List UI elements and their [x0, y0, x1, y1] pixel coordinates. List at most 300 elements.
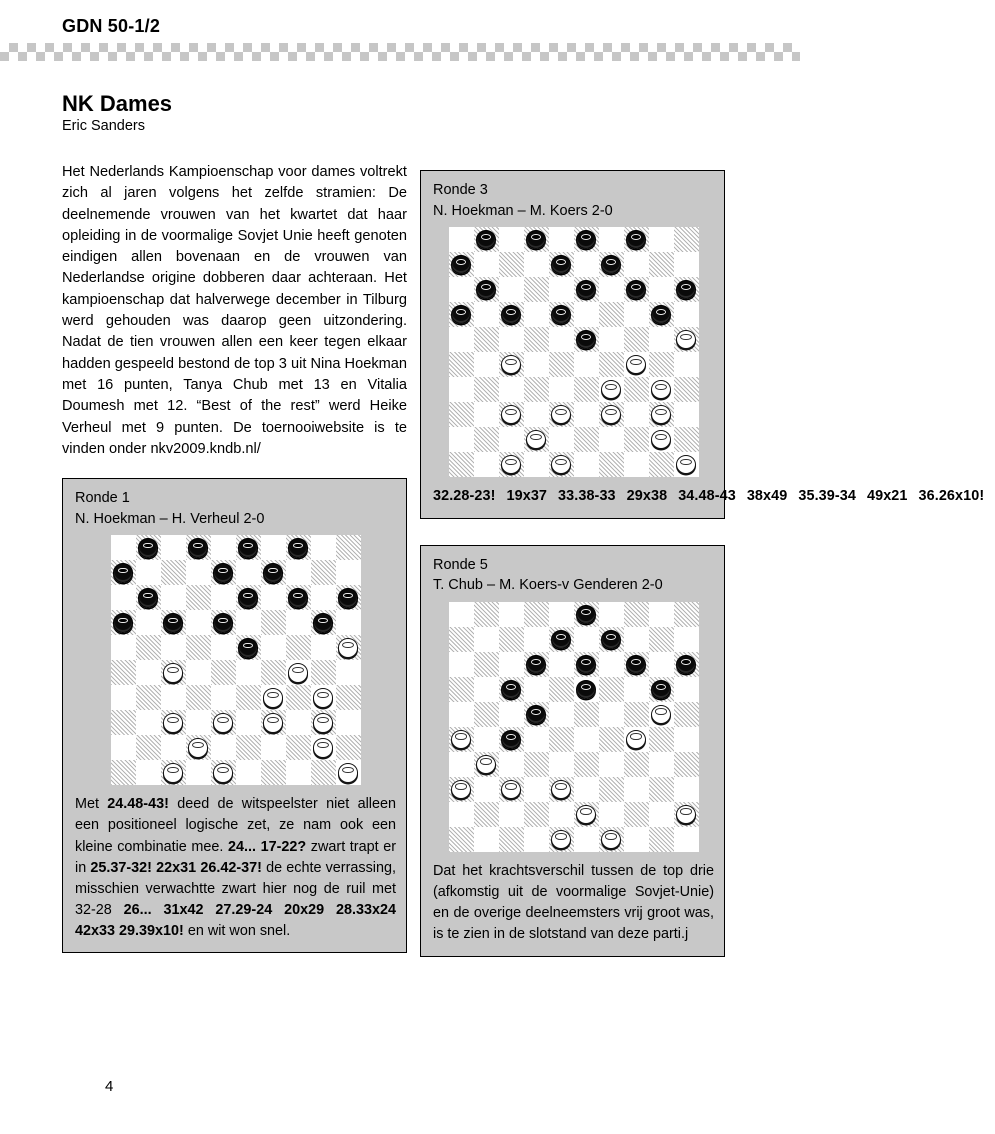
- board-square: [261, 760, 286, 785]
- white-piece: [551, 830, 572, 850]
- move-notation: 49x21: [866, 488, 908, 505]
- board-square: [449, 252, 474, 277]
- board-square: [649, 777, 674, 802]
- board-square: [499, 777, 524, 802]
- board-square: [286, 635, 311, 660]
- white-piece: [213, 763, 234, 783]
- article-header: [62, 92, 462, 136]
- board-square: [474, 627, 499, 652]
- board-square: [474, 702, 499, 727]
- board-square: [136, 685, 161, 710]
- board-square: [549, 727, 574, 752]
- black-piece: [113, 613, 134, 633]
- black-piece: [576, 680, 597, 700]
- board-square: [336, 635, 361, 660]
- white-piece: [626, 355, 647, 375]
- caption-text: en wit won snel.: [183, 923, 291, 940]
- black-piece: [576, 280, 597, 300]
- board-square: [211, 660, 236, 685]
- board-square: [211, 710, 236, 735]
- diagram-caption-ronde-5: [433, 861, 714, 946]
- black-piece: [338, 588, 359, 608]
- board-square: [574, 352, 599, 377]
- board-square: [449, 352, 474, 377]
- board-square: [236, 710, 261, 735]
- move-notation: 35.39-34: [798, 488, 856, 505]
- left-column: [62, 162, 407, 953]
- panel-players-label: N. Hoekman – H. Verheul 2-0: [75, 510, 265, 527]
- board-square: [311, 710, 336, 735]
- board-square: [524, 602, 549, 627]
- board-square: [599, 777, 624, 802]
- board-square: [499, 727, 524, 752]
- diagram-panel-ronde-5: [420, 545, 725, 957]
- white-piece: [288, 663, 309, 683]
- white-piece: [501, 405, 522, 425]
- white-piece: [451, 730, 472, 750]
- board-square: [599, 602, 624, 627]
- white-piece: [601, 405, 622, 425]
- board-square: [649, 752, 674, 777]
- board-square: [449, 827, 474, 852]
- black-piece: [526, 705, 547, 725]
- caption-text: deed de witspeelster niet alleen een positioneel logische zet, ze nam ook een kleine combinatie mee.: [75, 796, 396, 855]
- white-piece: [676, 455, 697, 475]
- board-square: [211, 635, 236, 660]
- board-square: [574, 777, 599, 802]
- board-square: [236, 560, 261, 585]
- board-square: [549, 452, 574, 477]
- board-square: [474, 727, 499, 752]
- board-square: [624, 752, 649, 777]
- board-square: [674, 702, 699, 727]
- board-square: [624, 402, 649, 427]
- board-square: [474, 302, 499, 327]
- board-square: [524, 302, 549, 327]
- move-notation: 24... 17-22?: [228, 838, 307, 855]
- board-square: [549, 352, 574, 377]
- board-square: [111, 560, 136, 585]
- white-piece: [163, 663, 184, 683]
- board-square: [599, 327, 624, 352]
- board-square: [161, 710, 186, 735]
- move-notation: 38x49: [746, 488, 788, 505]
- board-square: [574, 677, 599, 702]
- board-square: [211, 760, 236, 785]
- board-square: [549, 777, 574, 802]
- article-author: Eric Sanders: [62, 118, 146, 135]
- board-square: [111, 660, 136, 685]
- move-notation: 34.48-43: [678, 488, 736, 505]
- black-piece: [626, 230, 647, 250]
- board-square: [336, 610, 361, 635]
- board-square: [336, 585, 361, 610]
- board-square: [599, 827, 624, 852]
- black-piece: [238, 638, 259, 658]
- board-square: [674, 327, 699, 352]
- white-piece: [501, 355, 522, 375]
- board-square: [649, 452, 674, 477]
- white-piece: [601, 830, 622, 850]
- board-square: [624, 277, 649, 302]
- board-square: [261, 685, 286, 710]
- move-notation: 26... 31x42 27.29-24 20x29 28.33x24 42x33 29.39x10!: [75, 902, 396, 940]
- black-piece: [288, 538, 309, 558]
- board-square: [474, 752, 499, 777]
- board-square: [549, 827, 574, 852]
- black-piece: [188, 538, 209, 558]
- board-square: [499, 377, 524, 402]
- board-square: [524, 677, 549, 702]
- board-square: [674, 227, 699, 252]
- board-square: [336, 710, 361, 735]
- board-square: [599, 227, 624, 252]
- board-square: [236, 660, 261, 685]
- black-piece: [601, 630, 622, 650]
- board-square: [549, 402, 574, 427]
- board-square: [261, 735, 286, 760]
- board-square: [674, 652, 699, 677]
- white-piece: [626, 730, 647, 750]
- panel-players-label: N. Hoekman – M. Koers 2-0: [433, 202, 613, 219]
- board-square: [336, 535, 361, 560]
- black-piece: [213, 613, 234, 633]
- board-square: [236, 610, 261, 635]
- board-square: [474, 227, 499, 252]
- board-square: [674, 727, 699, 752]
- board-square: [649, 602, 674, 627]
- board-square: [499, 277, 524, 302]
- board-square: [186, 710, 211, 735]
- board-square: [549, 602, 574, 627]
- board-square: [186, 635, 211, 660]
- board-square: [574, 252, 599, 277]
- board-square: [449, 702, 474, 727]
- board-square: [261, 560, 286, 585]
- board-square: [574, 302, 599, 327]
- white-piece: [651, 430, 672, 450]
- white-piece: [501, 455, 522, 475]
- white-piece: [676, 805, 697, 825]
- board-square: [474, 427, 499, 452]
- board-square: [624, 727, 649, 752]
- board-square: [474, 777, 499, 802]
- board-square: [474, 377, 499, 402]
- board-square: [261, 610, 286, 635]
- move-notation: 36.26x10!: [918, 488, 985, 505]
- board-square: [311, 610, 336, 635]
- board-square: [574, 327, 599, 352]
- black-piece: [576, 655, 597, 675]
- board-square: [499, 752, 524, 777]
- board-square: [261, 660, 286, 685]
- board-square: [336, 660, 361, 685]
- board-square: [574, 802, 599, 827]
- black-piece: [238, 538, 259, 558]
- white-piece: [263, 713, 284, 733]
- board-square: [524, 427, 549, 452]
- move-notation: 24.48-43!: [107, 796, 169, 813]
- board-square: [474, 277, 499, 302]
- board-square: [674, 452, 699, 477]
- board-square: [599, 452, 624, 477]
- board-square: [624, 427, 649, 452]
- board-square: [449, 402, 474, 427]
- board-square: [649, 727, 674, 752]
- board-square: [211, 735, 236, 760]
- black-piece: [576, 605, 597, 625]
- black-piece: [138, 588, 159, 608]
- masthead-title: GDN 50-1/2: [62, 16, 161, 36]
- board-square: [574, 827, 599, 852]
- black-piece: [651, 680, 672, 700]
- board-square: [524, 452, 549, 477]
- board-square: [524, 377, 549, 402]
- board-square: [674, 277, 699, 302]
- board-square: [499, 402, 524, 427]
- board-square: [649, 802, 674, 827]
- board-square: [449, 752, 474, 777]
- board-square: [674, 752, 699, 777]
- board-square: [449, 377, 474, 402]
- board-square: [674, 427, 699, 452]
- board-square: [574, 702, 599, 727]
- draughts-board-ronde-1: [111, 535, 361, 785]
- black-piece: [113, 563, 134, 583]
- move-list-ronde-3: [433, 486, 985, 508]
- right-column: [420, 170, 985, 957]
- caption-text: de echte verrassing, misschien verwachtte zwart hier nog de ruil met 32-28: [75, 859, 396, 919]
- board-square: [649, 827, 674, 852]
- board-square: [599, 652, 624, 677]
- board-square: [524, 402, 549, 427]
- board-square: [624, 352, 649, 377]
- board-square: [549, 302, 574, 327]
- board-square: [136, 710, 161, 735]
- diagram-panel-ronde-3: [420, 170, 985, 519]
- board-square: [236, 635, 261, 660]
- board-square: [161, 685, 186, 710]
- white-piece: [476, 755, 497, 775]
- board-square: [599, 427, 624, 452]
- board-square: [136, 610, 161, 635]
- board-square: [186, 735, 211, 760]
- diagram-caption-ronde-1: [75, 794, 396, 942]
- black-piece: [551, 630, 572, 650]
- board-square: [624, 677, 649, 702]
- board-square: [524, 702, 549, 727]
- board-square: [336, 735, 361, 760]
- white-piece: [313, 713, 334, 733]
- black-piece: [238, 588, 259, 608]
- board-square: [474, 602, 499, 627]
- board-square: [111, 735, 136, 760]
- board-square: [599, 677, 624, 702]
- panel-round-label: Ronde 5: [433, 556, 488, 573]
- board-square: [549, 377, 574, 402]
- board-square: [574, 227, 599, 252]
- board-square: [136, 660, 161, 685]
- white-piece: [551, 455, 572, 475]
- board-square: [524, 227, 549, 252]
- board-square: [649, 352, 674, 377]
- board-square: [624, 652, 649, 677]
- board-square: [474, 252, 499, 277]
- black-piece: [501, 680, 522, 700]
- black-piece: [576, 330, 597, 350]
- board-square: [524, 327, 549, 352]
- black-piece: [526, 655, 547, 675]
- black-piece: [601, 255, 622, 275]
- board-square: [211, 685, 236, 710]
- board-square: [674, 627, 699, 652]
- board-square: [449, 602, 474, 627]
- board-square: [649, 402, 674, 427]
- board-square: [286, 585, 311, 610]
- move-notation: 32.28-23!: [433, 488, 496, 505]
- board-square: [136, 760, 161, 785]
- black-piece: [501, 730, 522, 750]
- diagram-panel-ronde-1: [62, 478, 407, 953]
- board-square: [524, 652, 549, 677]
- board-square: [311, 760, 336, 785]
- board-square: [499, 602, 524, 627]
- board-square: [524, 727, 549, 752]
- board-square: [111, 710, 136, 735]
- board-square: [574, 727, 599, 752]
- board-square: [674, 777, 699, 802]
- board-square: [499, 627, 524, 652]
- black-piece: [288, 588, 309, 608]
- board-square: [624, 702, 649, 727]
- board-square: [311, 735, 336, 760]
- board-square: [649, 252, 674, 277]
- board-square: [311, 635, 336, 660]
- white-piece: [163, 763, 184, 783]
- board-square: [499, 302, 524, 327]
- board-square: [161, 635, 186, 660]
- board-square: [649, 702, 674, 727]
- board-square: [674, 402, 699, 427]
- board-square: [674, 827, 699, 852]
- board-square: [286, 760, 311, 785]
- board-square: [449, 627, 474, 652]
- board-square: [649, 427, 674, 452]
- board-square: [549, 327, 574, 352]
- board-square: [161, 610, 186, 635]
- board-square: [499, 652, 524, 677]
- board-square: [599, 377, 624, 402]
- board-square: [599, 702, 624, 727]
- board-square: [286, 560, 311, 585]
- board-square: [449, 427, 474, 452]
- board-square: [136, 635, 161, 660]
- board-square: [624, 627, 649, 652]
- board-square: [336, 685, 361, 710]
- move-notation: 33.38-33: [558, 488, 616, 505]
- board-square: [336, 560, 361, 585]
- board-square: [449, 327, 474, 352]
- board-square: [449, 302, 474, 327]
- board-square: [524, 627, 549, 652]
- board-square: [449, 777, 474, 802]
- board-square: [286, 535, 311, 560]
- board-square: [236, 585, 261, 610]
- white-piece: [651, 705, 672, 725]
- board-square: [499, 452, 524, 477]
- board-square: [111, 685, 136, 710]
- board-square: [449, 227, 474, 252]
- board-square: [449, 652, 474, 677]
- white-piece: [188, 738, 209, 758]
- board-square: [674, 377, 699, 402]
- board-square: [549, 752, 574, 777]
- white-piece: [163, 713, 184, 733]
- board-square: [311, 660, 336, 685]
- board-square: [286, 660, 311, 685]
- panel-players-label: T. Chub – M. Koers-v Genderen 2-0: [433, 577, 663, 594]
- board-square: [624, 327, 649, 352]
- board-square: [649, 652, 674, 677]
- board-square: [524, 252, 549, 277]
- board-square: [674, 602, 699, 627]
- board-square: [574, 377, 599, 402]
- board-square: [474, 352, 499, 377]
- board-square: [549, 227, 574, 252]
- black-piece: [451, 305, 472, 325]
- black-piece: [626, 655, 647, 675]
- board-square: [499, 352, 524, 377]
- board-square: [574, 602, 599, 627]
- board-square: [136, 585, 161, 610]
- board-square: [499, 702, 524, 727]
- black-piece: [451, 255, 472, 275]
- board-square: [549, 252, 574, 277]
- intro-paragraph: Het Nederlands Kampioenschap voor dames voltrekt zich al jaren volgens het zelfde stramien: De deelnemende vrouwen van het kwartet dat haar opleiding in de voormalige Sovjet Unie heeft genoten eindigen allen bovenaan en de vrouwen van Nederlandse origine dobberen daar achteraan. Het kampioenschap dat halverwege december in Tilburg werd gehouden was daarop geen uitzondering. Nadat de tien vrouwen allen een keer tegen elkaar hadden gespeeld bestond de top 3 uit Nina Hoekman met 16 punten, Tanya Chub met 13 en Vitalia Doumesh met 12. “Best of the rest” werd Heike Verheul met 9 punten. De toernooiwebsite is te vinden onder nkv2009.kndb.nl/: [62, 164, 407, 457]
- board-square: [449, 277, 474, 302]
- board-square: [449, 802, 474, 827]
- board-square: [674, 802, 699, 827]
- board-square: [236, 685, 261, 710]
- board-square: [261, 710, 286, 735]
- board-square: [624, 802, 649, 827]
- board-square: [674, 302, 699, 327]
- white-piece: [676, 330, 697, 350]
- white-piece: [576, 805, 597, 825]
- board-square: [111, 585, 136, 610]
- white-piece: [651, 405, 672, 425]
- board-square: [599, 627, 624, 652]
- board-square: [624, 777, 649, 802]
- board-square: [449, 677, 474, 702]
- board-square: [649, 677, 674, 702]
- black-piece: [476, 280, 497, 300]
- board-square: [499, 252, 524, 277]
- board-square: [111, 610, 136, 635]
- board-square: [624, 377, 649, 402]
- board-square: [449, 727, 474, 752]
- move-notation: 29x38: [626, 488, 668, 505]
- board-square: [474, 327, 499, 352]
- board-square: [236, 760, 261, 785]
- board-square: [474, 402, 499, 427]
- board-square: [474, 452, 499, 477]
- white-piece: [451, 780, 472, 800]
- board-square: [549, 277, 574, 302]
- black-piece: [526, 230, 547, 250]
- board-square: [649, 227, 674, 252]
- black-piece: [313, 613, 334, 633]
